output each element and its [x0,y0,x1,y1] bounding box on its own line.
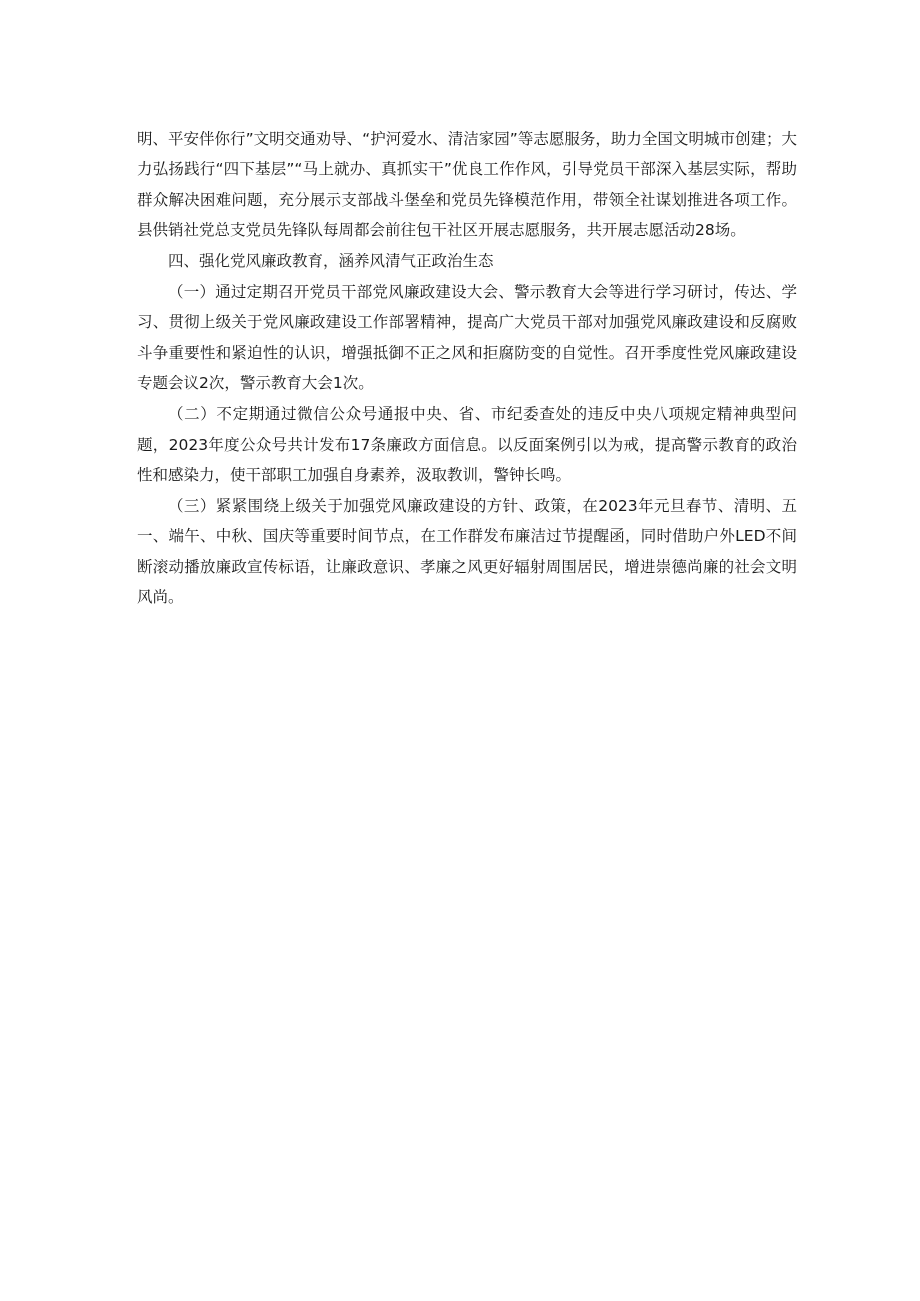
paragraph-continuation: 明、平安伴你行”文明交通劝导、“护河爱水、清洁家园”等志愿服务，助力全国文明城市创建；大力弘扬践行“四下基层”“马上就办、真抓实干”优良工作作风，引导党员干部深入基层实际，帮助群众解决困难问题，充分展示支部战斗堡垒和党员先锋模范作用，带领全社谋划推进各项工作。县供销社党总支党员先锋队每周都会前往包干社区开展志愿服务，共开展志愿活动28场。 [137,130,797,240]
document-body [137,124,797,613]
paragraph-item-1: （一）通过定期召开党员干部党风廉政建设大会、警示教育大会等进行学习研讨，传达、学习、贯彻上级关于党风廉政建设工作部署精神，提高广大党员干部对加强党风廉政建设和反腐败斗争重要性和紧迫性的认识，增强抵御不正之风和拒腐防变的自觉性。召开季度性党风廉政建设专题会议2次，警示教育大会1次。 [137,283,797,393]
paragraph-item-2: （二）不定期通过微信公众号通报中央、省、市纪委查处的违反中央八项规定精神典型问题，2023年度公众号共计发布17条廉政方面信息。以反面案例引以为戒，提高警示教育的政治性和感染力，使干部职工加强自身素养，汲取教训，警钟长鸣。 [137,405,797,484]
paragraph-item-3: （三）紧紧围绕上级关于加强党风廉政建设的方针、政策，在2023年元旦春节、清明、五一、端午、中秋、国庆等重要时间节点，在工作群发布廉洁过节提醒函，同时借助户外LED不间断滚动播放廉政宣传标语，让廉政意识、孝廉之风更好辐射周围居民，增进崇德尚廉的社会文明风尚。 [137,496,797,607]
section-heading: 四、强化党风廉政教育，涵养风清气正政治生态 [168,252,494,271]
